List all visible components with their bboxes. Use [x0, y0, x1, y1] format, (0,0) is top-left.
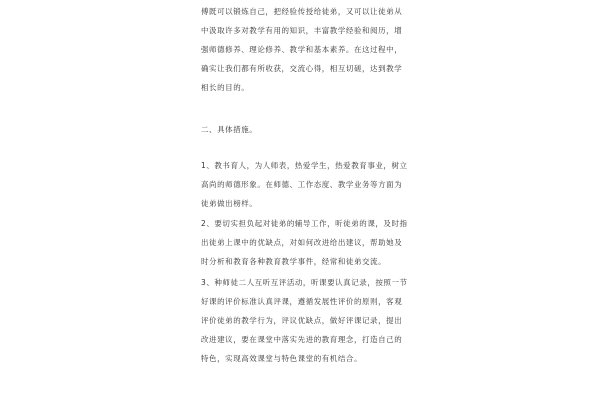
measure-item-2	[201, 214, 491, 271]
paragraph-line: 1、教书育人，为人师表，热爱学生，热爱教育事业，树立	[201, 161, 408, 170]
section-heading-text: 二、具体措施。	[201, 125, 258, 134]
paragraph-line: 相长的目的。	[201, 83, 250, 92]
paragraph-line: 时分析和教育各种教育教学事件，经常和徒弟交流。	[201, 257, 387, 266]
paragraph-line: 出徒弟上课中的优缺点，对如何改进给出建议，帮助她及	[201, 238, 403, 247]
paragraph-line: 特色，实现高效课堂与特色课堂的有机结合。	[201, 354, 362, 363]
paragraph-line: 高尚的师德形象。在师德、工作态度、教学业务等方面为	[201, 180, 403, 189]
paragraph-line: 中汲取许多对教学有用的知识，丰富教学经验和阅历，增	[201, 26, 403, 35]
section-heading	[201, 120, 491, 139]
intro-paragraph	[201, 2, 491, 97]
paragraph-line: 评价徒弟的教学行为，评议优缺点，做好评课记录，提出	[201, 316, 403, 325]
paragraph-line: 好课的评价标准认真评课，遵循发展性评价的原则，客观	[201, 297, 403, 306]
paragraph-line: 徒弟做出榜样。	[201, 199, 258, 208]
measure-item-1	[201, 156, 491, 213]
paragraph-line: 强师德修养、理论修养、教学和基本素养。在这过程中，	[201, 45, 403, 54]
paragraph-line: 确实让我们都有所收获，交流心得，相互切磋，达到教学	[201, 64, 403, 73]
paragraph-line: 3、种师徒二人互听互评活动，听课要认真记录，按照一节	[201, 278, 408, 287]
paragraph-line: 2、要切实担负起对徒弟的辅导工作，听徒弟的课，及时指	[201, 219, 408, 228]
paragraph-line: 傅既可以锻炼自己，把经验传授给徒弟，又可以让徒弟从	[201, 7, 403, 16]
paragraph-line: 改进建议，要在课堂中落实先进的教育理念，打造自己的	[201, 335, 403, 344]
measure-item-3	[201, 273, 491, 368]
